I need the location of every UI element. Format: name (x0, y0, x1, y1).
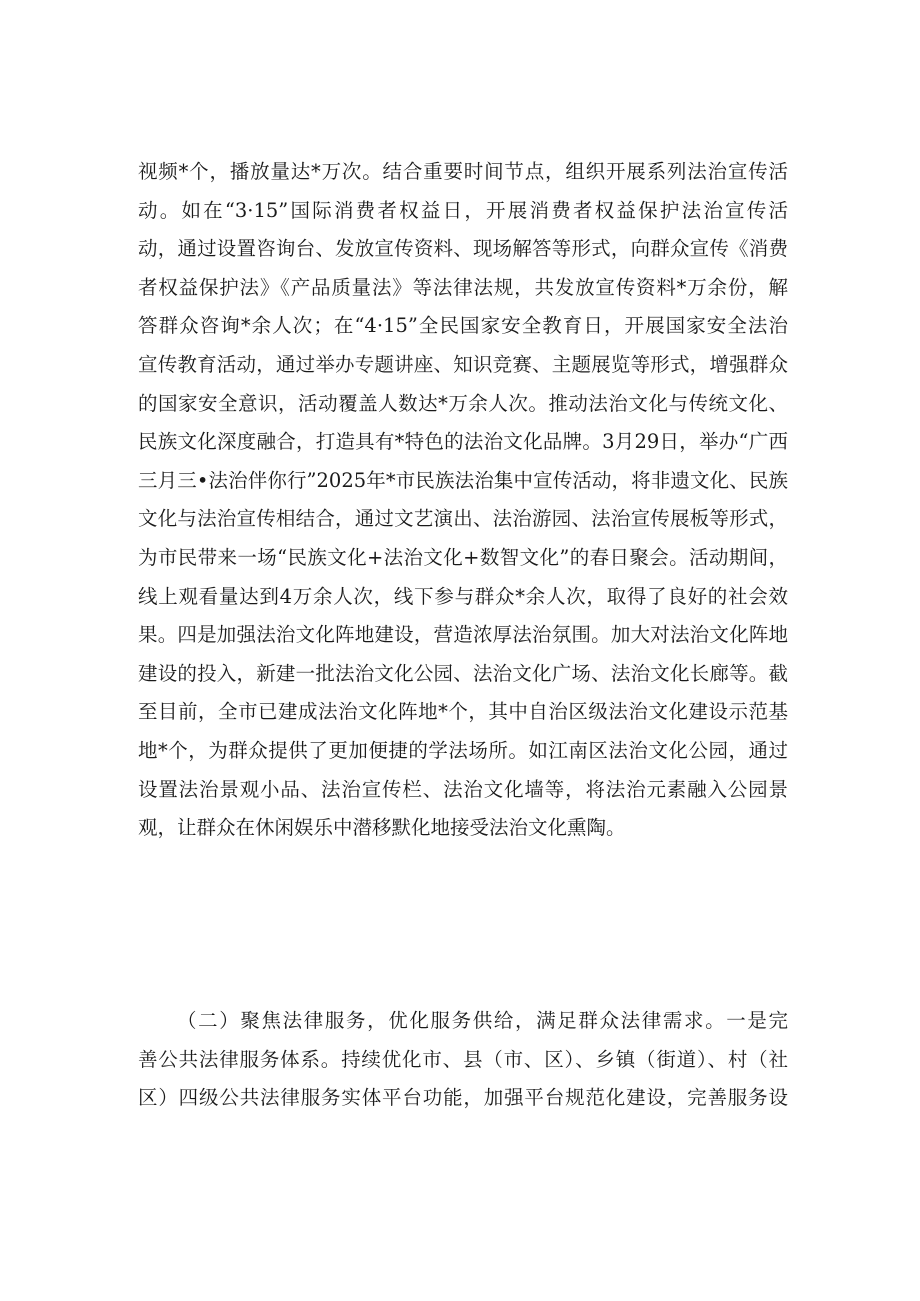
text-line: 地*个，为群众提供了更加便捷的学法场所。如江南区法治文化公园，通过 (138, 738, 788, 762)
text-line: 动。如在“3·15”国际消费者权益日，开展消费者权益保护法治宣传活 (138, 198, 788, 222)
text-line: 者权益保护法》《产品质量法》等法律法规，共发放宣传资料*万余份，解 (138, 275, 788, 299)
text-line: 文化与法治宣传相结合，通过文艺演出、法治游园、法治宣传展板等形式， (138, 507, 788, 531)
text-line: 线上观看量达到4万余人次，线下参与群众*余人次，取得了良好的社会效 (138, 584, 788, 608)
text-line: 建设的投入，新建一批法治文化公园、法治文化广场、法治文化长廊等。截 (138, 661, 788, 685)
text-line: 答群众咨询*余人次；在“4·15”全民国家安全教育日，开展国家安全法治 (138, 314, 788, 338)
text-line: 果。四是加强法治文化阵地建设，营造浓厚法治氛围。加大对法治文化阵地 (138, 623, 788, 647)
text-line: 民族文化深度融合，打造具有*特色的法治文化品牌。3月29日，举办“广西 (138, 430, 788, 454)
text-line: 宣传教育活动，通过举办专题讲座、知识竞赛、主题展览等形式，增强群众 (138, 352, 788, 376)
text-line: 观，让群众在休闲娱乐中潜移默化地接受法治文化熏陶。 (138, 816, 626, 840)
section-heading-line: （二）聚焦法律服务，优化服务供给，满足群众法律需求。一是完 (177, 1009, 788, 1032)
text-line: 至目前，全市已建成法治文化阵地*个，其中自治区级法治文化建设示范基 (138, 700, 788, 724)
text-line: 视频*个，播放量达*万次。结合重要时间节点，组织开展系列法治宣传活 (138, 160, 788, 183)
text-line: 区）四级公共法律服务实体平台功能，加强平台规范化建设，完善服务设 (138, 1086, 788, 1110)
text-line: 善公共法律服务体系。持续优化市、县（市、区）、乡镇（街道）、村（社 (138, 1047, 788, 1071)
text-line: 三月三•法治伴你行”2025年*市民族法治集中宣传活动，将非遗文化、民族 (138, 468, 788, 492)
text-line: 为市民带来一场“民族文化+法治文化+数智文化”的春日聚会。活动期间， (138, 545, 788, 569)
text-line: 动，通过设置咨询台、发放宣传资料、现场解答等形式，向群众宣传《消费 (138, 237, 788, 261)
paragraph-legal-culture (138, 153, 788, 848)
text-line: 设置法治景观小品、法治宣传栏、法治文化墙等，将法治元素融入公园景 (138, 777, 788, 801)
paragraph-legal-services (138, 1002, 788, 1118)
text-line: 的国家安全意识，活动覆盖人数达*万余人次。推动法治文化与传统文化、 (138, 391, 788, 415)
